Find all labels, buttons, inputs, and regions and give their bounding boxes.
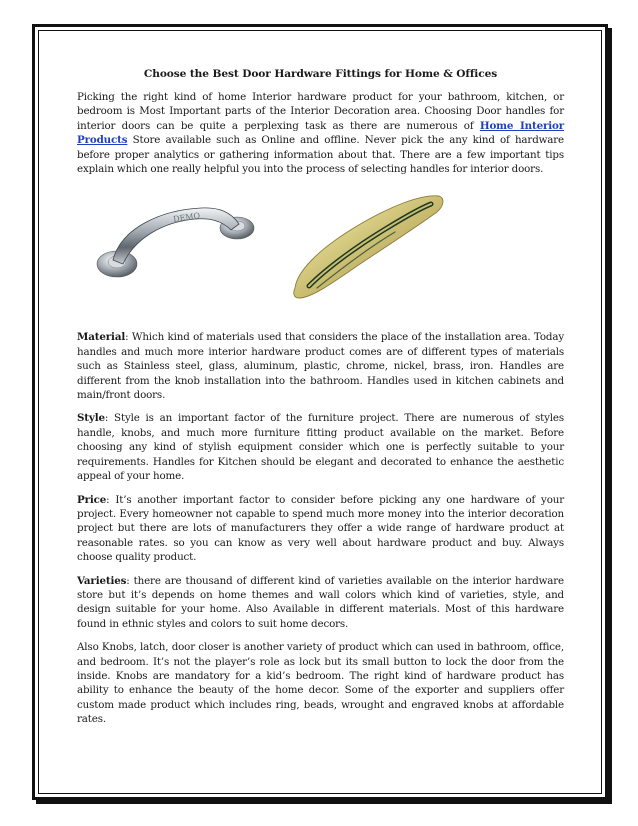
style-text: : Style is an important factor of the furniture project. There are numerous of styles handle, knobs, and much more furniture fitting product available on the market. Before choosing any kind of stylish equipment consider which one is perfectly suitable to your requirements. Handles for Kitchen should be elegant and decorated to enhance the aesthetic appeal of your home.	[77, 412, 564, 483]
price-text: : It’s another important factor to consider before picking any one hardware of your project. Every homeowner not capable to spend much more money into the interior decoration project but there are lots of manufacturers they offer a wide range of hardware product at reasonable rates. so you can know as very well about hardware product and buy. Always choose quality product.	[77, 493, 564, 564]
closing-paragraph: Also Knobs, latch, door closer is another variety of product which can used in bathroom, office, and bedroom. It’s not the player’s role as lock but its small button to lock the door from the inside. Knobs are mandatory for a kid’s bedroom. The right kind of hardware product has ability to enhance the beauty of the home decor. Some of the exporter and suppliers offer custom made product which includes ring, beads, wrought and engraved knobs at affordable rates.	[77, 641, 564, 726]
varieties-text: : there are thousand of different kind of varieties available on the interior hardware store but it’s depends on home themes and wall colors which kind of varieties, style, and design suitable for your home. Also Available in different materials. Most of this hardware found in ethnic styles and colors to suit home decors.	[77, 574, 564, 630]
intro-paragraph	[77, 90, 564, 176]
price-label: Price	[77, 493, 107, 506]
intro-text-after: Store available such as Online and offline. Never pick the any kind of hardware before proper analytics or gathering information about that. There are a few important tips explain which one really helpful you into the process of selecting handles for interior doors.	[77, 134, 564, 176]
varieties-label: Varieties	[77, 574, 127, 587]
style-paragraph	[77, 411, 564, 483]
price-paragraph	[77, 493, 564, 565]
material-paragraph	[77, 330, 564, 402]
chrome-handle-image	[91, 198, 261, 284]
home-interior-products-link[interactable]: Home Interior Products	[77, 119, 564, 147]
style-label: Style	[77, 412, 105, 425]
material-text: : Which kind of materials used that considers the place of the installation area. Today handles and much more interior hardware product comes are of different types of materials such as Stainless steel, glass, aluminum, plastic, chrome, nickel, brass, iron. Handles are different from the knob installation into the bathroom. Handles used in kitchen cabinets and main/front doors.	[77, 331, 564, 402]
intro-text-before: Picking the right kind of home Interior hardware product for your bathroom, kitchen, or bedroom is Most Important parts of the Interior Decoration area. Choosing Door handles for interior doors can be quite a perplexing task as there are numerous of	[77, 91, 564, 132]
product-images	[77, 186, 564, 308]
document-body	[77, 68, 564, 736]
material-label: Material	[77, 331, 126, 344]
document-title: Choose the Best Door Hardware Fittings for Home & Offices	[143, 68, 498, 80]
varieties-paragraph	[77, 574, 564, 632]
handle-engraving: DEMO	[172, 211, 201, 225]
brass-handle-image	[287, 188, 447, 300]
